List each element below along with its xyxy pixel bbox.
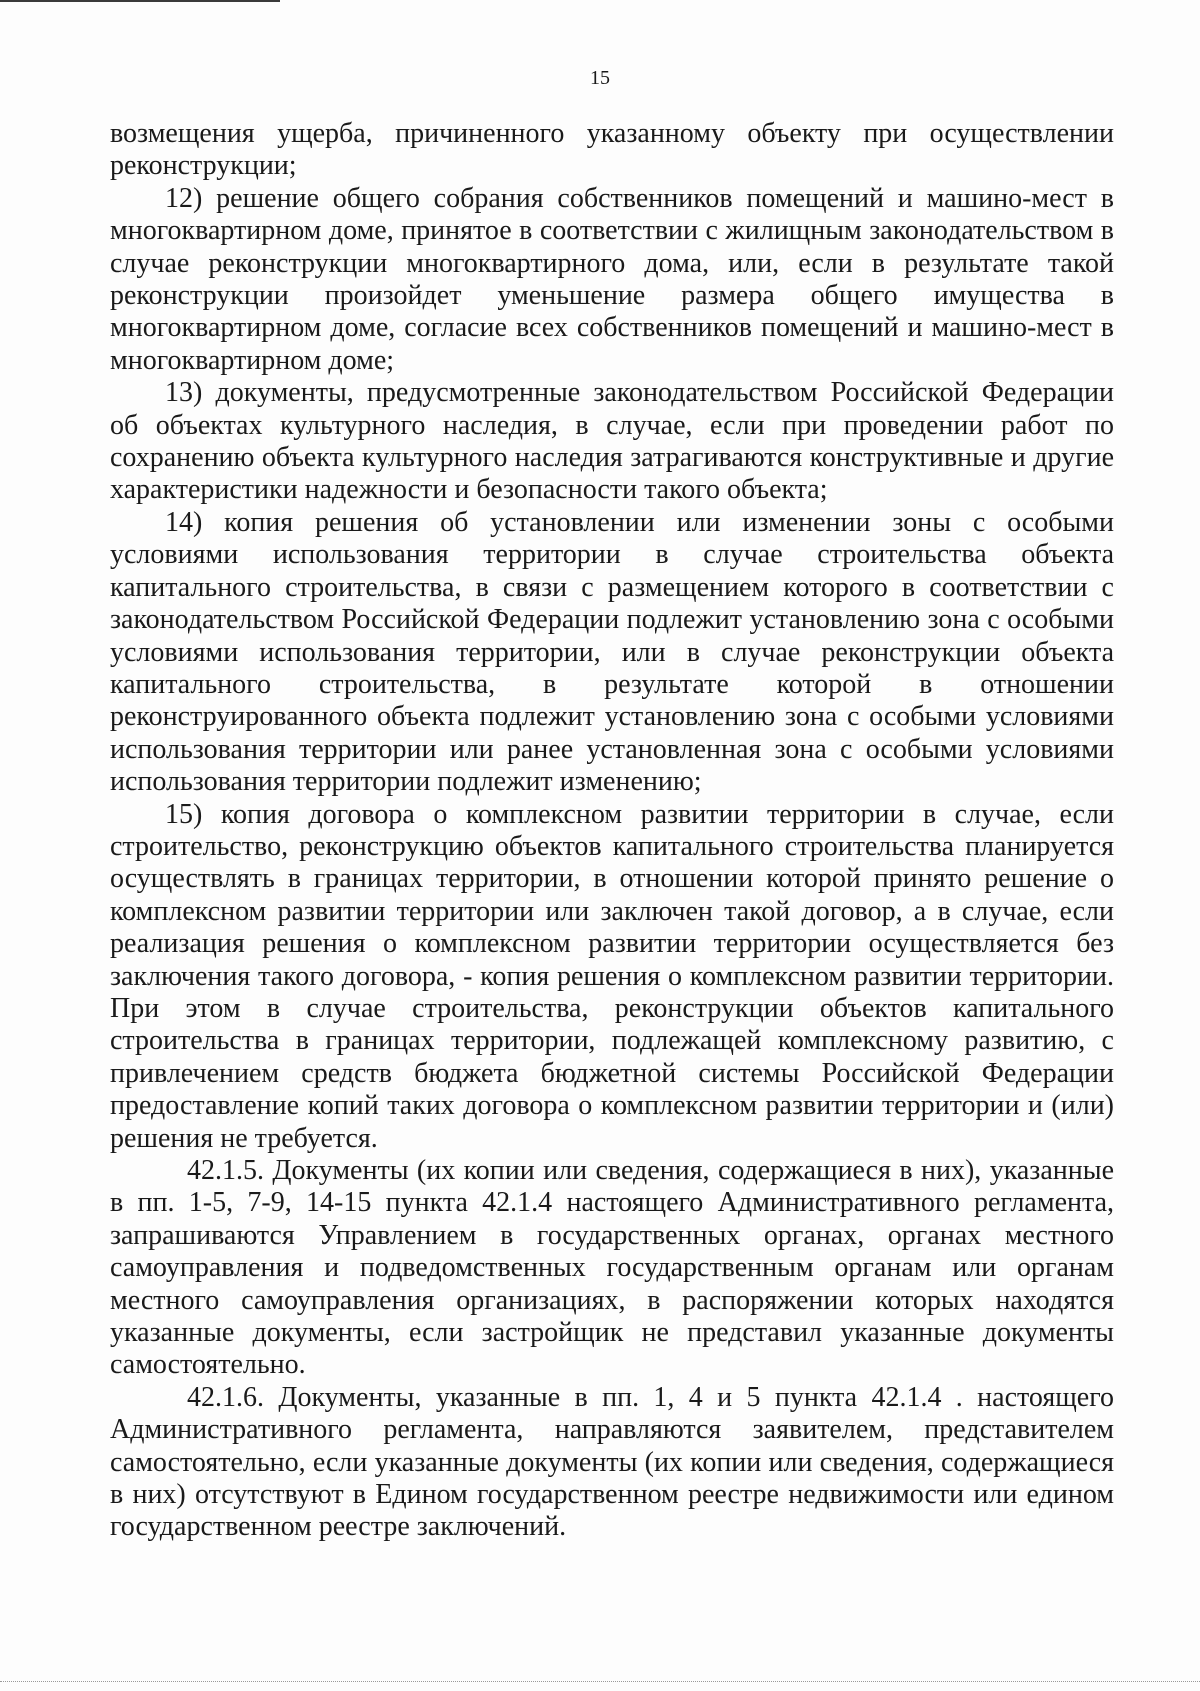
paragraph-item-13: 13) документы, предусмотренные законодательством Российской Федерации об объектах культурного наследия, в случае, если при проведении работ по сохранению объекта культурного наследия затрагиваются конструктивные и другие характеристики надежности и безопасности такого объекта; <box>110 377 1114 506</box>
scan-edge-top <box>0 0 280 2</box>
paragraph-item-14: 14) копия решения об установлении или изменении зоны с особыми условиями использования территории в случае строительства объекта капитального строительства, в связи с размещением которого в соответствии с законодательством Российской Федерации подлежит установлению зона с особыми условиями использования территории, или в случае реконструкции объекта капитального строительства, в результате которой в отношении реконструированного объекта подлежит установлению зона с особыми условиями использования территории или ранее установленная зона с особыми условиями использования территории подлежит изменению; <box>110 506 1114 798</box>
paragraph-42-1-6: 42.1.6. Документы, указанные в пп. 1, 4 и 5 пункта 42.1.4 . настоящего Административного регламента, направляются заявителем, представителем самостоятельно, если указанные документы (их копии или сведения, содержащиеся в них) отсутствуют в Едином государственном реестре недвижимости или едином государственном реестре заключений. <box>110 1381 1114 1543</box>
document-body <box>110 118 1114 1544</box>
paragraph-item-15: 15) копия договора о комплексном развитии территории в случае, если строительство, реконструкцию объектов капитального строительства планируется осуществлять в границах территории, в отношении которой принято решение о комплексном развитии территории или заключен такой договор, а в случае, если реализация решения о комплексном развитии территории осуществляется без заключения такого договора, - копия решения о комплексном развитии территории. При этом в случае строительства, реконструкции объектов капитального строительства в границах территории, подлежащей комплексному развитию, с привлечением средств бюджета бюджетной системы Российской Федерации предоставление копий таких договора о комплексном развитии территории и (или) решения не требуется. <box>110 798 1114 1154</box>
paragraph-continuation: возмещения ущерба, причиненного указанному объекту при осуществлении реконструкции; <box>110 118 1114 182</box>
paragraph-42-1-5: 42.1.5. Документы (их копии или сведения, содержащиеся в них), указанные в пп. 1-5, 7-9, 14-15 пункта 42.1.4 настоящего Административного регламента, запрашиваются Управлением в государственных органах, органах местного самоуправления и подведомственных государственным органам или органам местного самоуправления организациях, в распоряжении которых находятся указанные документы, если застройщик не представил указанные документы самостоятельно. <box>110 1155 1114 1381</box>
paragraph-item-12: 12) решение общего собрания собственников помещений и машино-мест в многоквартирном доме, принятое в соответствии с жилищным законодательством в случае реконструкции многоквартирного дома, или, если в результате такой реконструкции произойдет уменьшение размера общего имущества в многоквартирном доме, согласие всех собственников помещений и машино-мест в многоквартирном доме; <box>110 182 1114 376</box>
page-number: 15 <box>590 67 610 89</box>
scan-edge-bottom <box>0 1681 1200 1683</box>
